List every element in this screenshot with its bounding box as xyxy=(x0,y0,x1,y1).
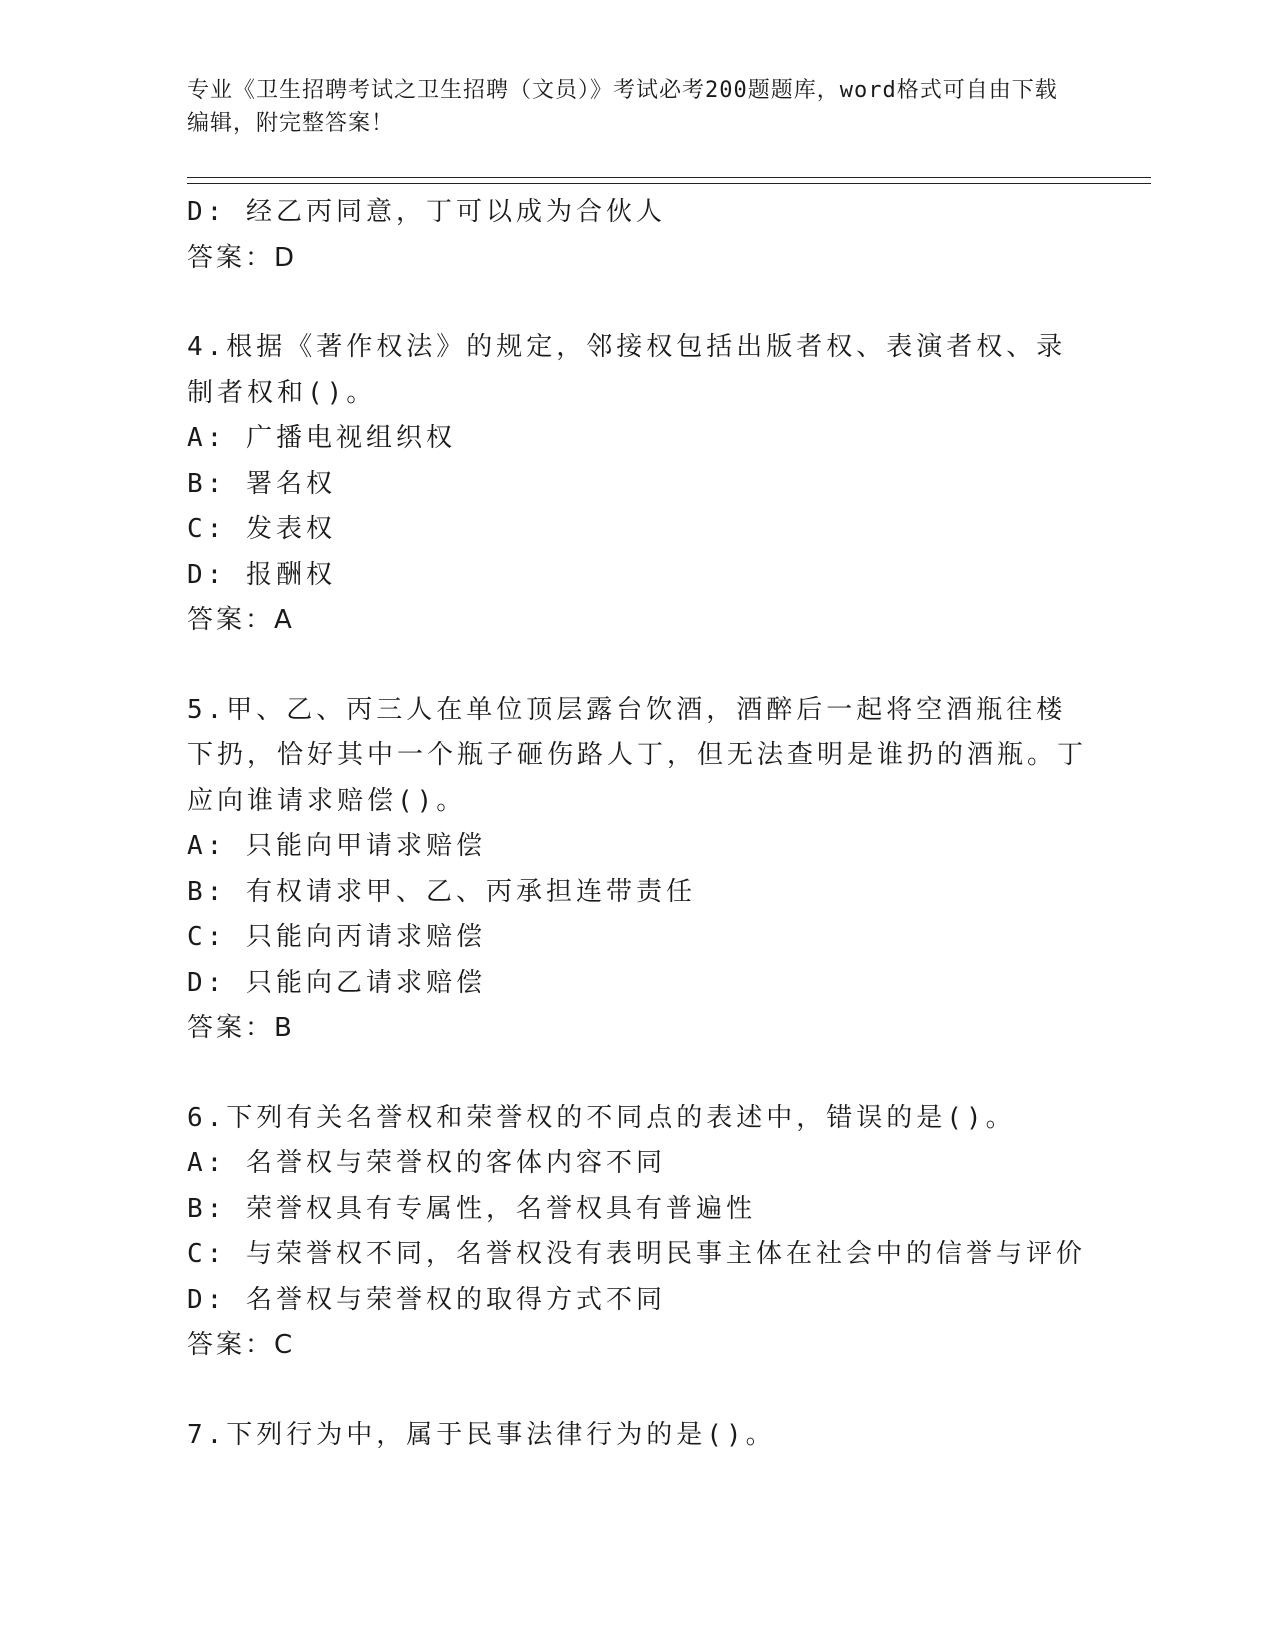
header-divider-top xyxy=(187,177,1151,178)
option-a: A: 名誉权与荣誉权的客体内容不同 xyxy=(187,1148,666,1178)
option-c: C: 与荣誉权不同，名誉权没有表明民事主体在社会中的信誉与评价 xyxy=(187,1239,1086,1269)
option-d: D: 只能向乙请求赔偿 xyxy=(187,967,486,998)
question-list xyxy=(187,190,1087,1458)
answer-line: 答案：C xyxy=(187,1330,296,1360)
answer-line: 答案：A xyxy=(187,605,295,635)
question-4 xyxy=(187,325,1087,644)
question-stem: 7.下列行为中，属于民事法律行为的是()。 xyxy=(187,1419,776,1450)
option-a: A: 广播电视组织权 xyxy=(187,423,456,453)
option-d: D: 名誉权与荣誉权的取得方式不同 xyxy=(187,1284,666,1315)
question-7 xyxy=(187,1413,1087,1459)
question-stem: 4.根据《著作权法》的规定，邻接权包括出版者权、表演者权、录制者权和()。 xyxy=(187,332,1067,408)
header-divider-bottom xyxy=(187,183,1151,184)
answer-line: 答案：D xyxy=(187,242,298,273)
question-6 xyxy=(187,1096,1087,1369)
option-b: B: 有权请求甲、乙、丙承担连带责任 xyxy=(187,876,696,907)
option-b: B: 署名权 xyxy=(187,468,336,499)
question-5 xyxy=(187,688,1087,1052)
question-stem: 6.下列有关名誉权和荣誉权的不同点的表述中，错误的是()。 xyxy=(187,1102,1016,1133)
document-header: 专业《卫生招聘考试之卫生招聘（文员）》考试必考200题题库，word格式可自由下载编辑，附完整答案！ xyxy=(187,78,1058,136)
option-c: C: 发表权 xyxy=(187,514,336,544)
question-stem: 5.甲、乙、丙三人在单位顶层露台饮酒，酒醉后一起将空酒瓶往楼下扔，恰好其中一个瓶子砸伤路人丁，但无法查明是谁扔的酒瓶。丁应向谁请求赔偿()。 xyxy=(187,694,1088,816)
option-d: D: 报酬权 xyxy=(187,559,336,590)
option-b: B: 荣誉权具有专属性，名誉权具有普遍性 xyxy=(187,1193,756,1224)
option-c: C: 只能向丙请求赔偿 xyxy=(187,922,486,952)
option-a: A: 只能向甲请求赔偿 xyxy=(187,831,486,861)
answer-line: 答案：B xyxy=(187,1013,295,1043)
option-d: D: 经乙丙同意，丁可以成为合伙人 xyxy=(187,197,666,227)
